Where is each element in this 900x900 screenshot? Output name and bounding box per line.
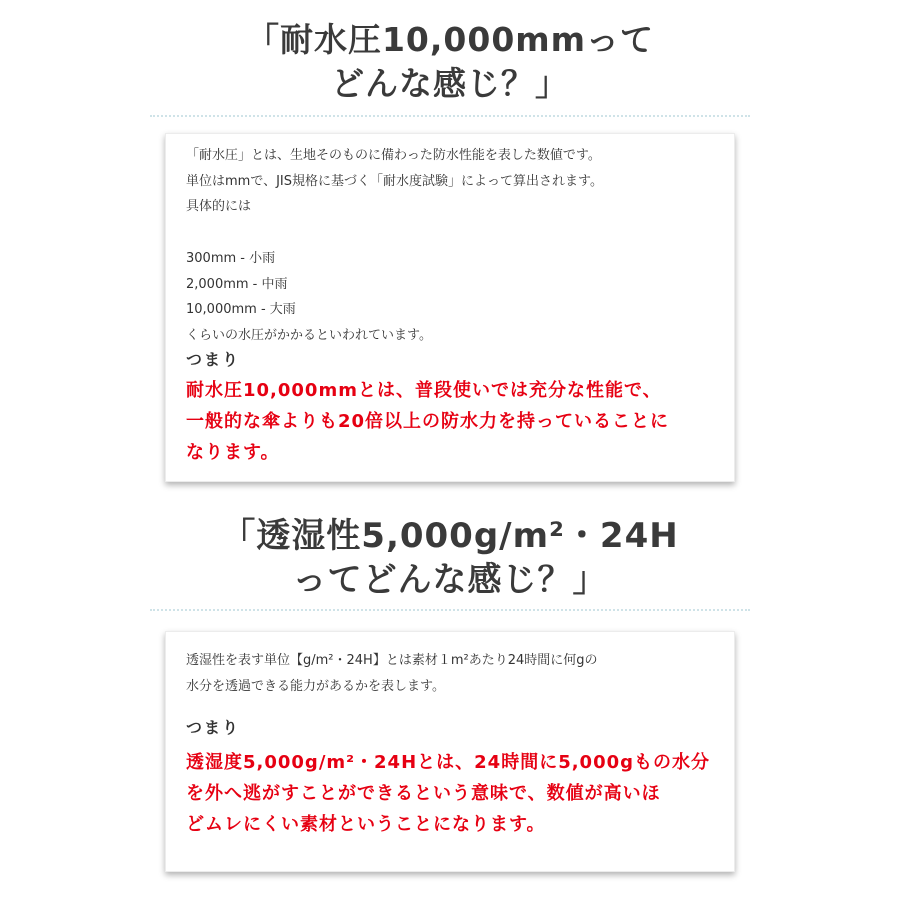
highlight-line: を外へ逃がすことができるという意味で、数値が高いほ xyxy=(186,783,661,805)
body-line: 「耐水圧」とは、生地そのものに備わった防水性能を表した数値です。 xyxy=(186,148,601,163)
highlight-line: 一般的な傘よりも20倍以上の防水力を持っていることに xyxy=(186,410,670,432)
section1-title-line: 「耐水圧10,000mmって xyxy=(245,20,655,59)
body-line: 300mm - 小雨 xyxy=(186,250,276,266)
section2-title-line: ってどんな感じ？」 xyxy=(292,560,608,600)
body-line: 水分を透過できる能力があるかを表します。 xyxy=(186,678,445,694)
section1-body xyxy=(186,134,724,349)
section1-highlight xyxy=(186,375,724,468)
dotted-divider xyxy=(150,115,750,117)
body-line xyxy=(186,220,724,246)
section2-tsumari-heading: つまり xyxy=(186,718,241,738)
highlight-line: 耐水圧10,000mmとは、普段使いでは充分な性能で、 xyxy=(186,379,662,401)
section1-title-line: どんな感じ？」 xyxy=(331,64,569,103)
highlight-line: なります。 xyxy=(186,441,280,463)
dotted-divider xyxy=(150,609,750,611)
body-line: くらいの水圧がかかるといわれています。 xyxy=(186,327,432,343)
body-line: 透湿性を表す単位【g/m²・24H】とは素材１m²あたり24時間に何gの xyxy=(186,653,598,668)
body-line: 単位はmmで、JIS規格に基づく「耐水度試験」によって算出されます。 xyxy=(186,173,603,189)
body-line: 10,000mm - 大雨 xyxy=(186,302,296,318)
section1-card xyxy=(165,133,735,482)
section2-card xyxy=(165,631,735,872)
section1-title xyxy=(0,18,900,106)
body-line: 2,000mm - 中雨 xyxy=(186,276,288,292)
highlight-line: どムレにくい素材ということになります。 xyxy=(186,814,546,836)
section2-body xyxy=(186,632,724,699)
highlight-line: 透湿度5,000g/m²・24Hとは、24時間に5,000gもの水分 xyxy=(186,752,711,774)
section2-title-line: 「透湿性5,000g/m²・24H xyxy=(221,516,679,556)
body-line: 具体的には xyxy=(186,199,252,215)
section2-highlight xyxy=(186,747,724,840)
section1-tsumari-heading: つまり xyxy=(186,349,241,369)
section2-title xyxy=(0,514,900,602)
